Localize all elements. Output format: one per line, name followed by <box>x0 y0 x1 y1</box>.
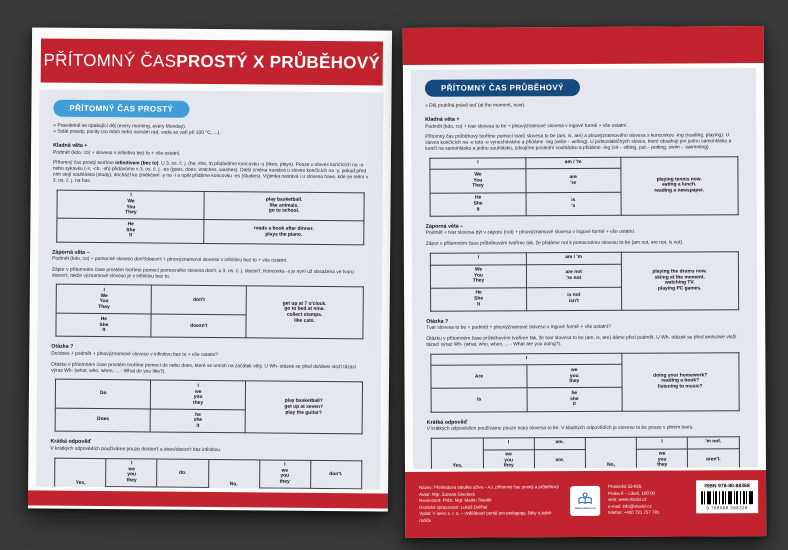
negative-pattern: Podmět + tvar slovesa být v záporu (not) + plnovýznamové sloveso v ingové formě + vše ostatní. <box>425 229 636 237</box>
pronouns-cell: I <box>430 158 525 170</box>
front-bottom-bar <box>28 490 388 508</box>
affirmative-pattern: Podmět (kdo, co) + tvar slovesa to be + plnovýznamové slovesa v ingové formě + vše ostatní. <box>425 123 628 130</box>
pronouns-cell: I we you they <box>259 459 310 488</box>
back-card <box>403 26 767 538</box>
isbn-number: ISBN 978-80-88368 <box>704 483 750 490</box>
isbn-block <box>696 480 758 513</box>
pronouns-cell: I We You They <box>57 190 204 220</box>
section-pill-present-continuous: PŘÍTOMNÝ ČAS PRŮBĚHOVÝ <box>425 79 580 97</box>
question-pattern: Do/does + podmět + plnovýznamové sloveso v infinitivu bez to + vše ostatní? <box>51 351 219 358</box>
auxiliary-cell: doesn't <box>151 314 246 338</box>
affirmative-note: Přítomný čas prostý tvoříme infinitivem (bez to). U 3. os. č. j. (he, she, it) přidáváme koncovku -s (likes, plays). Pouze u sloves končících na -o nebo sykavku (-s, -ch, -sh) přidáváme v 3. os. č. j. -es (goes, does, watches, washes). Další změna nastává u sloves končících na -y, pokud před ním stojí souhláska (study), dochází ke změkčení -y na -i a opět přidáme koncovku -es (studies). Výjimka nastává i u slovesa have, kde se mění v 3. os. č. j. na has. <box>52 161 369 184</box>
front-title-banner <box>41 39 383 86</box>
table-row <box>431 251 738 264</box>
table-row <box>431 352 738 365</box>
affirmative-note: Přítomný čas průběhový tvoříme pomocí tvarů slovesa to be (am, is, are) a plnovýznamového slovesa s koncovkou -ing (reading, playing). U sloves končících na -e toto -e vynecháváme a přidáme -ing (write – writing). U jednoslabičných sloves, které obsahují jen jednu samohlásku a končí na samohlásku a jednu souhlásku, zdvojíme poslední souhlásku a přidáme -ing (sit – sitting, put – putting, swim – swimming). <box>425 133 732 152</box>
examples-cell: play basketball? get up at seven? play the guitar? <box>245 381 362 434</box>
back-content-sheet <box>411 68 758 469</box>
front-title-bold: PROSTÝ X PRŮBĚHOVÝ <box>176 51 381 73</box>
affirmative-heading: Kladná věta + <box>53 142 88 150</box>
question-table <box>431 352 739 413</box>
short-answer-heading: Krátká odpověď <box>426 419 468 426</box>
be-form-cell: am / 'm <box>526 252 621 264</box>
affirmative-pattern: Podmět (kdo, co) + sloveso v infinitivu bez to + vše ostatní. <box>52 150 181 157</box>
pronouns-cell: He She It <box>430 192 525 216</box>
subject-cell: I <box>431 353 621 366</box>
affirmative-table <box>430 156 738 217</box>
pronouns-cell <box>106 487 157 490</box>
pronouns-cell: I we you they <box>106 458 157 487</box>
question-heading: Otázka ? <box>51 344 74 351</box>
logo-caption: www.vlavici.cz <box>574 505 596 511</box>
be-form-cell: is 's <box>526 192 621 216</box>
auxiliary-cell: don't <box>151 285 246 315</box>
short-answer-note: V krátkých odpovědích používáme pouze do/don't a does/doesn't bez infinitivu. <box>50 446 222 453</box>
front-title-regular: PŘÍTOMNÝ ČAS <box>43 50 177 71</box>
question-table <box>55 379 363 435</box>
question-note: Otázku v přítomném čase prostém tvoříme pomocí do nebo does, které se umístí na začátek věty. U Wh- otázek se před do/does vloží tázací výraz Wh- (what, who, when, ... - What do you like?). <box>51 362 357 375</box>
negative-heading: Záporná věta – <box>52 249 90 256</box>
barcode-digits: 9 788088 368229 <box>706 505 748 511</box>
examples-cell: reads a book after dinner. plays the piano. <box>204 220 363 244</box>
usage-bullets: » Děj probíhá právě teď (at the moment, now). <box>425 103 526 109</box>
back-top-band <box>403 26 764 65</box>
negative-heading: Záporná věta – <box>425 223 464 230</box>
be-form-cell: are not 're not <box>526 264 621 288</box>
auxiliary-cell: Are <box>431 365 526 389</box>
question-pattern: Tvar slovesa to be + podmět + plnovýznamové sloveso v ingové formě + vše ostatní? <box>426 325 611 332</box>
pronouns-cell: we you they <box>527 365 622 389</box>
aux-negative-cell <box>310 489 361 490</box>
pronouns-cell: we you they <box>637 448 688 468</box>
table-row <box>57 285 363 316</box>
pronouns-cell: We You They <box>431 264 526 288</box>
examples-cell: doing your homework? reading a book? listening to music? <box>622 352 739 411</box>
publisher-logo <box>570 486 600 516</box>
negative-pattern: Podmět (kdo, co) + pomocné sloveso don't/doesn't + plnovýznamové sloveso v infinitivu bez to + vše ostatní. <box>52 256 288 264</box>
pronouns-cell: he she it <box>150 409 245 433</box>
pronouns-cell <box>259 488 310 489</box>
be-form-cell: is not isn't <box>526 287 621 311</box>
negative-table <box>56 284 364 340</box>
pronouns-cell: He She It <box>431 287 526 311</box>
short-answer-table <box>54 457 362 489</box>
be-positive-cell: are. <box>534 449 585 469</box>
auxiliary-cell: Is <box>431 388 526 412</box>
aux-negative-cell: don't. <box>310 460 361 489</box>
negative-table <box>430 251 738 312</box>
short-answer-table <box>431 436 739 469</box>
be-form-cell: are 're <box>526 169 621 193</box>
short-answer-note: V krátkých odpovědích používáme pouze tvary slovesa to be. V kladných odpovědích je sloveso to be pouze v plném tvaru. <box>426 425 694 432</box>
publisher-address: Prosecká 524/26, Praha 8 – Libeň, 180 00 web: www.vlavici.cz e-mail: info@vlavici.cz telefon: +420 721 757 781 <box>608 483 660 516</box>
pronouns-cell: He She It <box>56 313 151 337</box>
examples-cell: playing the drums now. skiing at the moment. watching TV. playing PC games. <box>621 251 738 310</box>
no-cell: No, <box>585 437 636 469</box>
table-row <box>430 156 737 169</box>
table-row <box>55 458 361 489</box>
isbn-barcode <box>701 491 753 504</box>
affirmative-heading: Kladná věta + <box>425 116 460 123</box>
pronouns-cell: we you they <box>483 449 534 469</box>
negative-note: Zápor v přítomném čase prostém tvoříme pomocí pomocného slovesa don't, u 3. os. č. j. doesn't. Koncovka -s je nyní už obsažena ve tvaru doesn't, takže významové sloveso je v infinitivu bez to. <box>51 267 354 280</box>
colophon-text: Název: Přehledová tabulka učiva – AJ, přítomný čas prostý a průběhový Autor: Mgr. Zuzana Gieclová Recenzent: PhDr. Mgr. Martin Staněk Grafické zpracování: Lukáš Dolíhal Vydal: V lavici s. r. o. – vzdělávací portál pro pedagogy, žáky a jejich rodiče <box>419 484 559 523</box>
examples-cell: play basketball. like animals. go to school. <box>204 191 363 221</box>
pronouns-cell: I we you they <box>151 380 246 410</box>
pronouns-cell: He She It <box>57 219 204 243</box>
pronouns-cell: I <box>483 438 534 450</box>
imprint-footer <box>405 470 766 538</box>
auxiliary-cell: Does <box>55 408 150 432</box>
pronouns-cell: I We You They <box>57 285 152 315</box>
front-content-sheet <box>36 90 383 490</box>
yes-cell: Yes, <box>55 458 106 490</box>
examples-cell: get up at 7 o'clock. go to bed at nine. collect stamps. like cats. <box>246 286 363 339</box>
short-answer-heading: Krátká odpověď <box>50 438 92 446</box>
section-pill-present-simple: PŘÍTOMNÝ ČAS PROSTÝ <box>53 100 189 118</box>
open-book-icon <box>577 492 593 505</box>
aux-positive-cell <box>157 487 208 489</box>
be-form-cell: am / 'm <box>525 157 620 169</box>
table-row <box>57 219 363 245</box>
yes-cell: Yes, <box>432 438 483 469</box>
be-negative-cell: aren't. <box>688 448 739 469</box>
pronouns-cell: I <box>636 437 687 449</box>
affirmative-table <box>57 189 365 245</box>
table-row <box>56 379 362 410</box>
be-positive-cell: am. <box>534 437 585 449</box>
question-note: Otázku v přítomném čase průběhovém tvoříme tak, že tvar slovesa to be (am, is, are) dáme před podmět. U Wh- otázek se před am/is/are vloží tázací výraz Wh- (what, who, when, ... - What are you doing?). <box>426 335 737 348</box>
aux-positive-cell: do. <box>157 459 208 488</box>
pronouns-cell: I <box>431 253 526 265</box>
be-negative-cell: 'm not. <box>688 437 739 449</box>
table-row <box>57 190 363 221</box>
pronouns-cell: he she it <box>527 388 622 412</box>
question-heading: Otázka ? <box>426 318 449 325</box>
front-card <box>28 27 392 511</box>
usage-bullets: » Pravidelně se opakující děj (every morning, every Monday). » Stálé pravdy, pocity (co mám nebo nemám rád, voda se vaří při 100 °C, ...). <box>53 123 221 137</box>
no-cell: No, <box>208 459 259 489</box>
examples-cell: playing tennis now. eating a lunch. reading a newspaper. <box>621 156 738 215</box>
negative-note: Zápor v přítomném čase průběhovém tvoříme tak, že přidáme not k pomocnému slovesu to be (am not, are not, is not). <box>425 240 684 247</box>
auxiliary-cell: Do <box>56 379 151 409</box>
pronouns-cell: We You They <box>430 169 525 193</box>
